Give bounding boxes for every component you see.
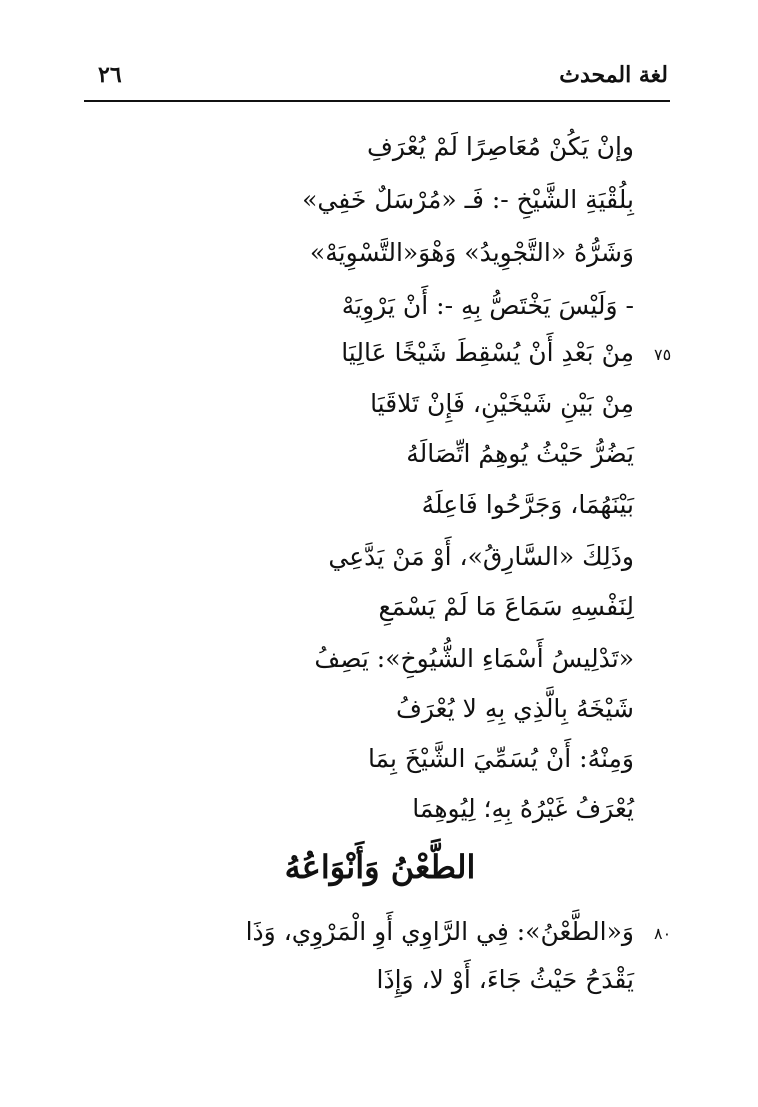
verse-line: - وَلَيْسَ يَخْتَصُّ بِهِ -: أَنْ يَرْوِيَهْ [341,291,634,320]
verse-line: لِنَفْسِهِ سَمَاعَ مَا لَمْ يَسْمَعِ [378,592,634,621]
verse-line: وَشَرُّهُ «التَّجْوِيدُ» وَهْوَ«التَّسْوِيَهْ» [309,238,634,267]
page-header [88,58,668,98]
verse-line: يَقْدَحُ حَيْثُ جَاءَ، أَوْ لا، وَإِذَا [376,965,634,994]
book-title: لغة المحدث [559,62,668,88]
verse-number: ٧٥ [654,345,672,364]
verse-line: وَ«الطَّعْنُ»: فِي الرَّاوِي أَوِ الْمَرْوِي، وَذَا [245,917,634,946]
page-number: ٢٦ [98,62,122,88]
verse-line: مِنْ بَيْنِ شَيْخَيْنِ، فَإِنْ تَلاقَيَا [370,389,634,418]
verse-line: بَيْنَهُمَا، وَجَرَّحُوا فَاعِلَهُ [421,490,634,519]
verse-line: «تَدْلِيسُ أَسْمَاءِ الشُّيُوخِ»: يَصِفُ [314,644,634,673]
section-heading: الطَّعْنُ وَأَنْوَاعُهُ [284,848,476,886]
verse-number: ٨٠ [654,924,672,943]
verse-line: يُعْرَفُ غَيْرُهُ بِهِ؛ لِيُوهِمَا [412,794,634,823]
verse-line: يَضُرُّ حَيْثُ يُوهِمُ اتِّصَالَهُ [406,439,634,468]
verse-line: مِنْ بَعْدِ أَنْ يُسْقِطَ شَيْخًا عَالِيَا [341,338,634,367]
verse-line: شَيْخَهُ بِالَّذِي بِهِ لا يُعْرَفُ [395,694,634,723]
header-divider [84,100,670,102]
verse-line: بِلُقْيَةِ الشَّيْخِ -: فَـ «مُرْسَلٌ خَفِي» [302,185,634,214]
verse-line: وإنْ يَكُنْ مُعَاصِرًا لَمْ يُعْرَفِ [367,132,634,161]
verse-line: وَمِنْهُ: أَنْ يُسَمِّيَ الشَّيْخَ بِمَا [367,744,634,773]
verse-line: وذَلِكَ «السَّارِقُ»، أَوْ مَنْ يَدَّعِي [328,542,634,571]
